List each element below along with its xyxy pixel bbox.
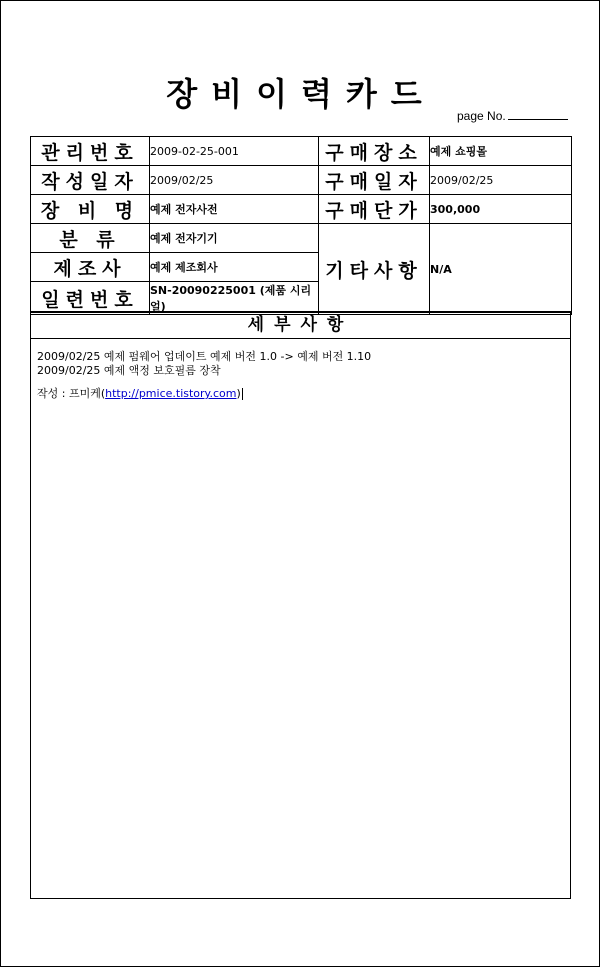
manufacturer-value[interactable]: 예제 제조회사: [150, 253, 319, 282]
purchase-place-value[interactable]: 예제 쇼핑몰: [430, 137, 572, 166]
serial-no-value[interactable]: SN-20090225001 (제품 시리얼): [150, 282, 319, 315]
page-number-blank[interactable]: [508, 109, 568, 120]
written-date-value[interactable]: 2009/02/25: [150, 166, 319, 195]
unit-price-label: 구매단가: [319, 195, 430, 224]
category-label: 분 류: [31, 224, 150, 253]
purchase-date-value[interactable]: 2009/02/25: [430, 166, 572, 195]
page-title: 장비이력카드: [166, 75, 436, 113]
purchase-place-label: 구매장소: [319, 137, 430, 166]
written-date-label: 작성일자: [31, 166, 150, 195]
equipment-info-table: [30, 136, 572, 315]
detail-line: 2009/02/25 예제 펌웨어 업데이트 예제 버전 1.0 -> 예제 버전 1.10: [37, 350, 372, 363]
details-header: 세부사항: [30, 311, 571, 339]
author-line: [31, 378, 570, 401]
manufacturer-label: 제조사: [31, 253, 150, 282]
mgmt-no-value[interactable]: 2009-02-25-001: [150, 137, 319, 166]
category-value[interactable]: 예제 전자기기: [150, 224, 319, 253]
mgmt-no-label: 관리번호: [31, 137, 150, 166]
remarks-label: 기타사항: [319, 224, 430, 315]
author-link[interactable]: http://pmice.tistory.com: [105, 387, 237, 400]
author-prefix: 작성 : 프미케(: [37, 387, 106, 400]
serial-no-label: 일련번호: [31, 282, 150, 315]
text-cursor: [242, 388, 243, 400]
purchase-date-label: 구매일자: [319, 166, 430, 195]
details-lines: [31, 338, 570, 378]
equipment-name-value[interactable]: 예제 전자사전: [150, 195, 319, 224]
page-number-label: page No.: [457, 109, 506, 123]
remarks-value[interactable]: N/A: [430, 224, 572, 315]
page-number-field: [457, 109, 568, 123]
equipment-name-label: 장 비 명: [31, 195, 150, 224]
detail-line: 2009/02/25 예제 액정 보호필름 장착: [37, 364, 221, 377]
unit-price-value[interactable]: 300,000: [430, 195, 572, 224]
details-body[interactable]: [30, 338, 571, 899]
author-suffix: ): [236, 387, 241, 400]
